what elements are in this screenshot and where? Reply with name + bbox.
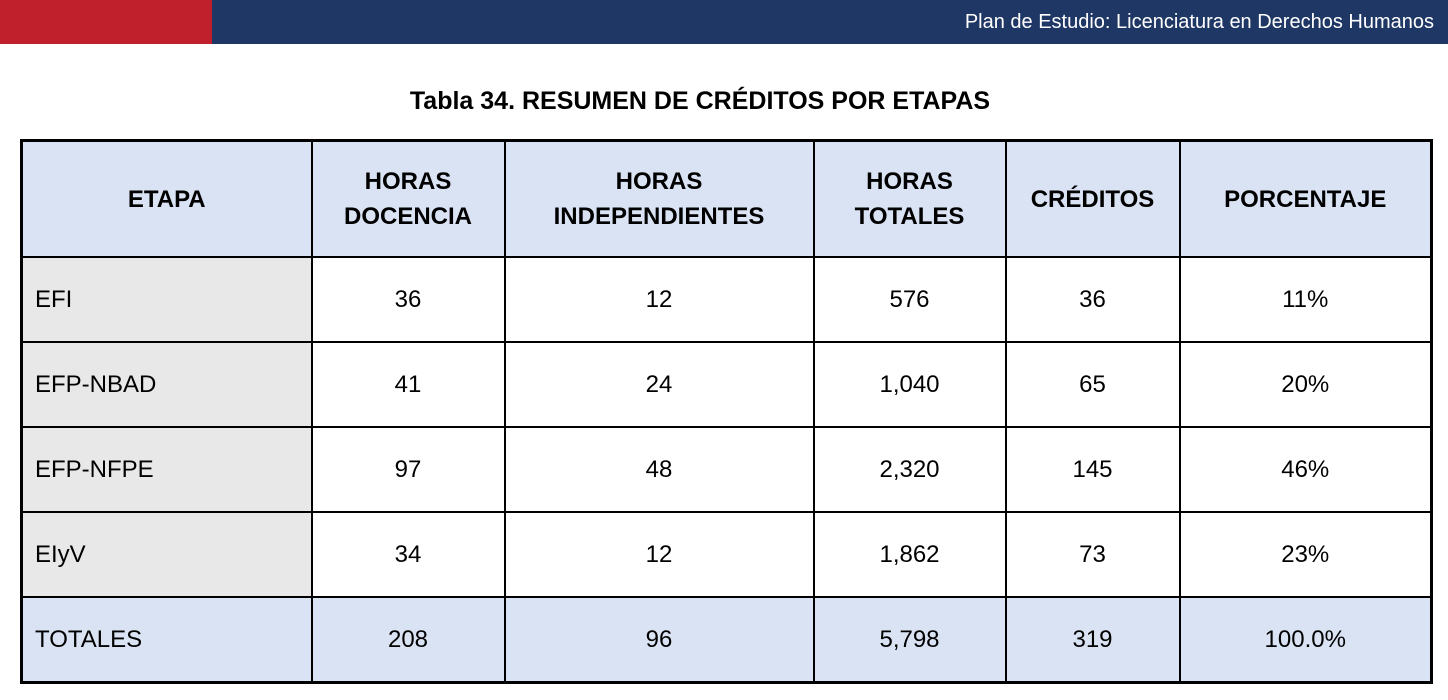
column-header-line: PORCENTAJE — [1224, 185, 1387, 213]
horas-independientes-cell: 24 — [505, 342, 814, 427]
column-header-etapa — [22, 141, 312, 258]
horas-totales-cell: 576 — [814, 257, 1006, 342]
column-header-line: ETAPA — [127, 185, 206, 213]
creditos-cell: 65 — [1006, 342, 1180, 427]
stage-cell: EFI — [22, 257, 312, 342]
table-row — [22, 342, 1432, 427]
banner-blue-block — [212, 0, 1448, 44]
column-header-horas-docencia — [312, 141, 505, 258]
horas-totales-cell: 1,862 — [814, 512, 1006, 597]
horas-docencia-cell: 41 — [312, 342, 505, 427]
table-row — [22, 257, 1432, 342]
column-header-line: INDEPENDIENTES — [553, 203, 765, 230]
total-horas-docencia-cell: 208 — [312, 597, 505, 683]
column-header-line: HORAS — [866, 168, 953, 195]
credits-summary-table — [20, 139, 1433, 684]
table-header-row — [22, 141, 1432, 258]
column-header-horas-independientes — [505, 141, 814, 258]
column-header-line: HORAS — [615, 168, 703, 195]
column-header-line: DOCENCIA — [343, 203, 472, 230]
page-header-banner — [0, 0, 1448, 44]
stage-cell: EIyV — [22, 512, 312, 597]
horas-independientes-cell: 48 — [505, 427, 814, 512]
porcentaje-cell: 46% — [1180, 427, 1432, 512]
column-header-horas-totales — [814, 141, 1006, 258]
column-header-line: HORAS — [364, 168, 452, 195]
table-caption: Tabla 34. RESUMEN DE CRÉDITOS POR ETAPAS — [409, 87, 991, 115]
totals-label-cell: TOTALES — [22, 597, 312, 683]
porcentaje-cell: 11% — [1180, 257, 1432, 342]
stage-cell: EFP-NFPE — [22, 427, 312, 512]
column-header-line: TOTALES — [854, 203, 965, 230]
table-row — [22, 512, 1432, 597]
porcentaje-cell: 23% — [1180, 512, 1432, 597]
column-header-line: CRÉDITOS — [1030, 185, 1155, 213]
horas-totales-cell: 2,320 — [814, 427, 1006, 512]
total-horas-totales-cell: 5,798 — [814, 597, 1006, 683]
column-header-creditos — [1006, 141, 1180, 258]
horas-independientes-cell: 12 — [505, 257, 814, 342]
document-title: Plan de Estudio: Licenciatura en Derechos Humanos — [964, 11, 1434, 33]
horas-docencia-cell: 36 — [312, 257, 505, 342]
creditos-cell: 73 — [1006, 512, 1180, 597]
horas-totales-cell: 1,040 — [814, 342, 1006, 427]
horas-independientes-cell: 12 — [505, 512, 814, 597]
total-porcentaje-cell: 100.0% — [1180, 597, 1432, 683]
horas-docencia-cell: 34 — [312, 512, 505, 597]
total-horas-independientes-cell: 96 — [505, 597, 814, 683]
column-header-porcentaje — [1180, 141, 1432, 258]
porcentaje-cell: 20% — [1180, 342, 1432, 427]
creditos-cell: 36 — [1006, 257, 1180, 342]
total-creditos-cell: 319 — [1006, 597, 1180, 683]
table-row — [22, 427, 1432, 512]
banner-red-block — [0, 0, 212, 44]
stage-cell: EFP-NBAD — [22, 342, 312, 427]
totals-row — [22, 597, 1432, 683]
horas-docencia-cell: 97 — [312, 427, 505, 512]
creditos-cell: 145 — [1006, 427, 1180, 512]
